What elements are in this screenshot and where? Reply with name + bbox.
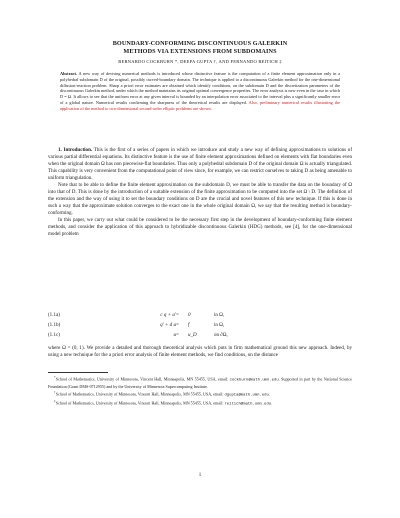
- page-number: 1: [198, 473, 202, 478]
- author-list: BERNARDO COCKBURN *, DEEPA GUPTA †, AND FERNANDO REITICH ‡: [118, 59, 282, 64]
- paragraph-1-text: This is the first of a series of papers in which we introduce and study a new way of defining approximations to solutions of various partial differential equations. Its distinctive feature is the use of finite element approximations defined on elements with flat boundaries even when the original domain Ω has non piecewise-flat boundaries. Thus only a polyhedral subdomain D of the original domain Ω is actually triangulated. This capability is very convenient from the computational point of view since, for example, we can restrict ourselves to taking D as being amenable to uniform triangulation.: [48, 147, 352, 181]
- post-equation-text: [48, 345, 352, 359]
- footnote-rule: [48, 372, 108, 373]
- equation-rhs: f: [188, 322, 190, 328]
- footnote: [48, 390, 352, 399]
- equation-number: (1.1b): [48, 322, 61, 328]
- footnote-extra: .: [268, 390, 270, 396]
- footnote-text: School of Mathematics, University of Minnesota, Vincent Hall, Minneapolis, MN 55455, USA, email:: [55, 399, 225, 405]
- title-line-1: BOUNDARY-CONFORMING DISCONTINUOUS GALERKIN: [112, 40, 288, 47]
- equation-rhs: u_D: [188, 332, 197, 338]
- paper-title: [40, 40, 360, 56]
- equation-block: [48, 312, 352, 342]
- equation-domain: on ∂Ω,: [214, 332, 228, 338]
- equation-lhs: u: [173, 332, 176, 338]
- equation-lhs: c q + u′: [160, 312, 176, 318]
- footnote-mark: ‡: [54, 398, 56, 403]
- footnote-extra: .: [271, 399, 273, 405]
- footnote-email[interactable]: cockburn@math.umn.edu: [229, 378, 279, 383]
- equation-lhs: q′ + d u: [160, 322, 176, 328]
- abstract: [60, 71, 340, 112]
- footnote-text: School of Mathematics, University of Minnesota, Vincent Hall, Minneapolis, MN 55455, USA, email:: [55, 390, 225, 396]
- abstract-text: A new way of devising numerical methods is introduced whose distinctive feature is the computation of a finite element approximation only in a polyhedral subdomain D of the original, possibly curved-boundary domain. The technique is applied to a discontinuous Galerkin method for the one-dimensional diffusion-reaction problem. Sharp a priori error estimates are obtained which identify conditions, on the subdomain D and the discretization parameters of the discontinuous Galerkin method, under which the method maintains its original optimal convergence properties. The error analysis is new even in the case in which D = Ω. It allows to see that the uniform error at any given interval is bounded by an interpolation error associated to the interval plus a significantly smaller error of a global nature. Numerical results confirming the sharpness of the theoretical results are displayed.: [60, 71, 340, 105]
- equation-number: (1.1a): [48, 312, 60, 318]
- abstract-label: Abstract.: [60, 71, 78, 76]
- equation-domain: in Ω,: [214, 322, 225, 328]
- equation-domain: in Ω,: [214, 312, 225, 318]
- footnote-extra: . Supported in part by the National Science Foundation (Grant DMS-0712955) and by the University of Minnesota Supercomputing Institute.: [48, 376, 352, 389]
- footnote-email[interactable]: dgupta@math.umn.edu: [224, 392, 269, 397]
- paragraph-3: In this paper, we carry out what could be considered to be the necessary first step in the development of boundary-conforming finite element methods, and consider the application of this approach to hybridizable discontinuous Galerkin (HDG) methods, see [4], for the one-dimensional model problem: [48, 217, 352, 237]
- paragraph-2: Note that to be able to define the finite element approximation on the subdomain D, we must be able to transfer the data on the boundary of Ω into that of D. This is done by the introduction of a suitable extension of the finite approximation to be computed into the set Ω \ D. The definition of the extension and the way of using it to set the boundary conditions on D are the crucial and novel features of this new technique. If this is done in such a way that the approximate solution converges to the exact one in the whole original domain Ω, we say that the resulting method is boundary-conforming.: [48, 182, 352, 216]
- paragraph-4: where Ω = (0, 1). We provide a detailed and thorough theoretical analysis which puts in firm mathematical ground this new approach. Indeed, by using a new technique for the a priori error analysis of finite element methods, we find conditions, on the distance: [48, 345, 352, 358]
- section-heading: 1. Introduction.: [58, 147, 93, 153]
- footnote-email[interactable]: reitich@math.umn.edu: [224, 401, 272, 406]
- title-line-2: METHODS VIA EXTENSIONS FROM SUBDOMAINS: [123, 48, 277, 55]
- abstract-highlight: Also, preliminary numerical results illustrating the application of the method to two-dimensional second-order elliptic problems are shown.: [60, 99, 341, 111]
- footnote: [48, 399, 352, 408]
- equation-row: [48, 312, 352, 322]
- equation-number: (1.1c): [48, 332, 60, 338]
- equation-row: [48, 332, 352, 342]
- introduction: [48, 147, 352, 238]
- equals-sign: =: [176, 312, 179, 318]
- footnote-text: School of Mathematics, University of Minnesota, Vincent Hall, Minneapolis, MN 55455, USA, email:: [55, 376, 230, 382]
- footnotes: [48, 375, 352, 407]
- equation-rhs: 0: [188, 312, 191, 318]
- equals-sign: =: [176, 332, 179, 338]
- equation-row: [48, 322, 352, 332]
- paragraph-1: [48, 147, 352, 182]
- footnote-mark: *: [54, 375, 56, 379]
- footnote-mark: †: [54, 389, 56, 394]
- equals-sign: =: [176, 322, 179, 328]
- footnote: [48, 375, 352, 390]
